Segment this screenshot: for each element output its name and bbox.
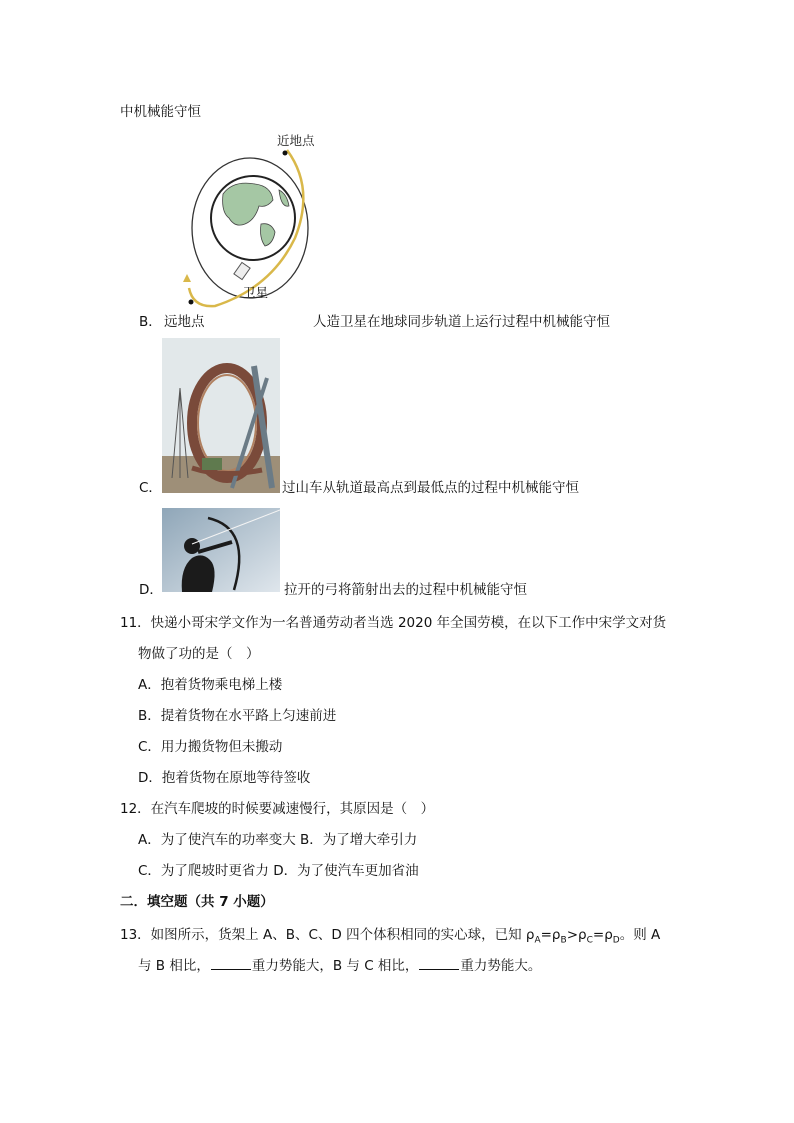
near-point-label: 近地点 [277,133,315,148]
option-c-letter: C． [139,480,162,496]
option-d-letter: D． [139,582,163,598]
q13-text-part1: 13．如图所示，货架上 A、B、C、D 四个体积相同的实心球，已知 ρ [120,927,535,943]
option-b-text: 人造卫星在地球同步轨道上运行过程中机械能守恒 [313,314,610,330]
q13-eq2: =ρ [592,927,613,943]
intro-text: 中机械能守恒 [120,104,201,120]
option-c-text: 过山车从轨道最高点到最低点的过程中机械能守恒 [282,480,579,496]
far-point-label: 远地点 [164,314,205,330]
q13-eq1: =ρ [540,927,561,943]
q11-option-d: D．抱着货物在原地等待签收 [138,770,311,786]
q13-line2-a: 与 B 相比， [138,958,210,974]
section-title: 二．填空题（共 7 小题） [120,894,274,910]
option-d-text: 拉开的弓将箭射出去的过程中机械能守恒 [284,582,527,598]
q11-line2: 物做了功的是（ ） [138,646,260,662]
q13-gt: >ρ [566,927,587,943]
q11-option-b: B．提着货物在水平路上匀速前进 [138,708,337,724]
option-b-letter: B． [139,314,162,330]
q13-line1 [120,926,660,950]
rho-subscript-a: A [534,935,541,946]
rho-subscript-c: C [586,935,593,946]
satellite-label: 卫星 [243,285,269,300]
q13-line2 [138,957,541,975]
archer-image [162,508,280,592]
answer-blank-2[interactable] [419,957,459,970]
answer-blank-1[interactable] [211,957,251,970]
q13-tail: 。则 A [619,927,661,943]
roller-coaster-image [162,338,280,493]
q11-line1: 11．快递小哥宋学文作为一名普通劳动者当选 2020 年全国劳模，在以下工作中宋学文对货 [120,615,667,631]
rho-subscript-b: B [560,935,567,946]
q12-stem: 12．在汽车爬坡的时候要减速慢行，其原因是（ ） [120,801,435,817]
q11-option-c: C．用力搬货物但未搬动 [138,739,283,755]
q13-line2-b: 重力势能大，B 与 C 相比， [251,958,419,974]
q12-options-row1: A．为了使汽车的功率变大 B．为了增大牵引力 [138,832,418,848]
q11-option-a: A．抱着货物乘电梯上楼 [138,677,283,693]
q12-options-row2: C．为了爬坡时更省力 D．为了使汽车更加省油 [138,863,419,879]
rho-subscript-d: D [612,935,620,946]
q13-line2-c: 重力势能大。 [460,958,542,974]
